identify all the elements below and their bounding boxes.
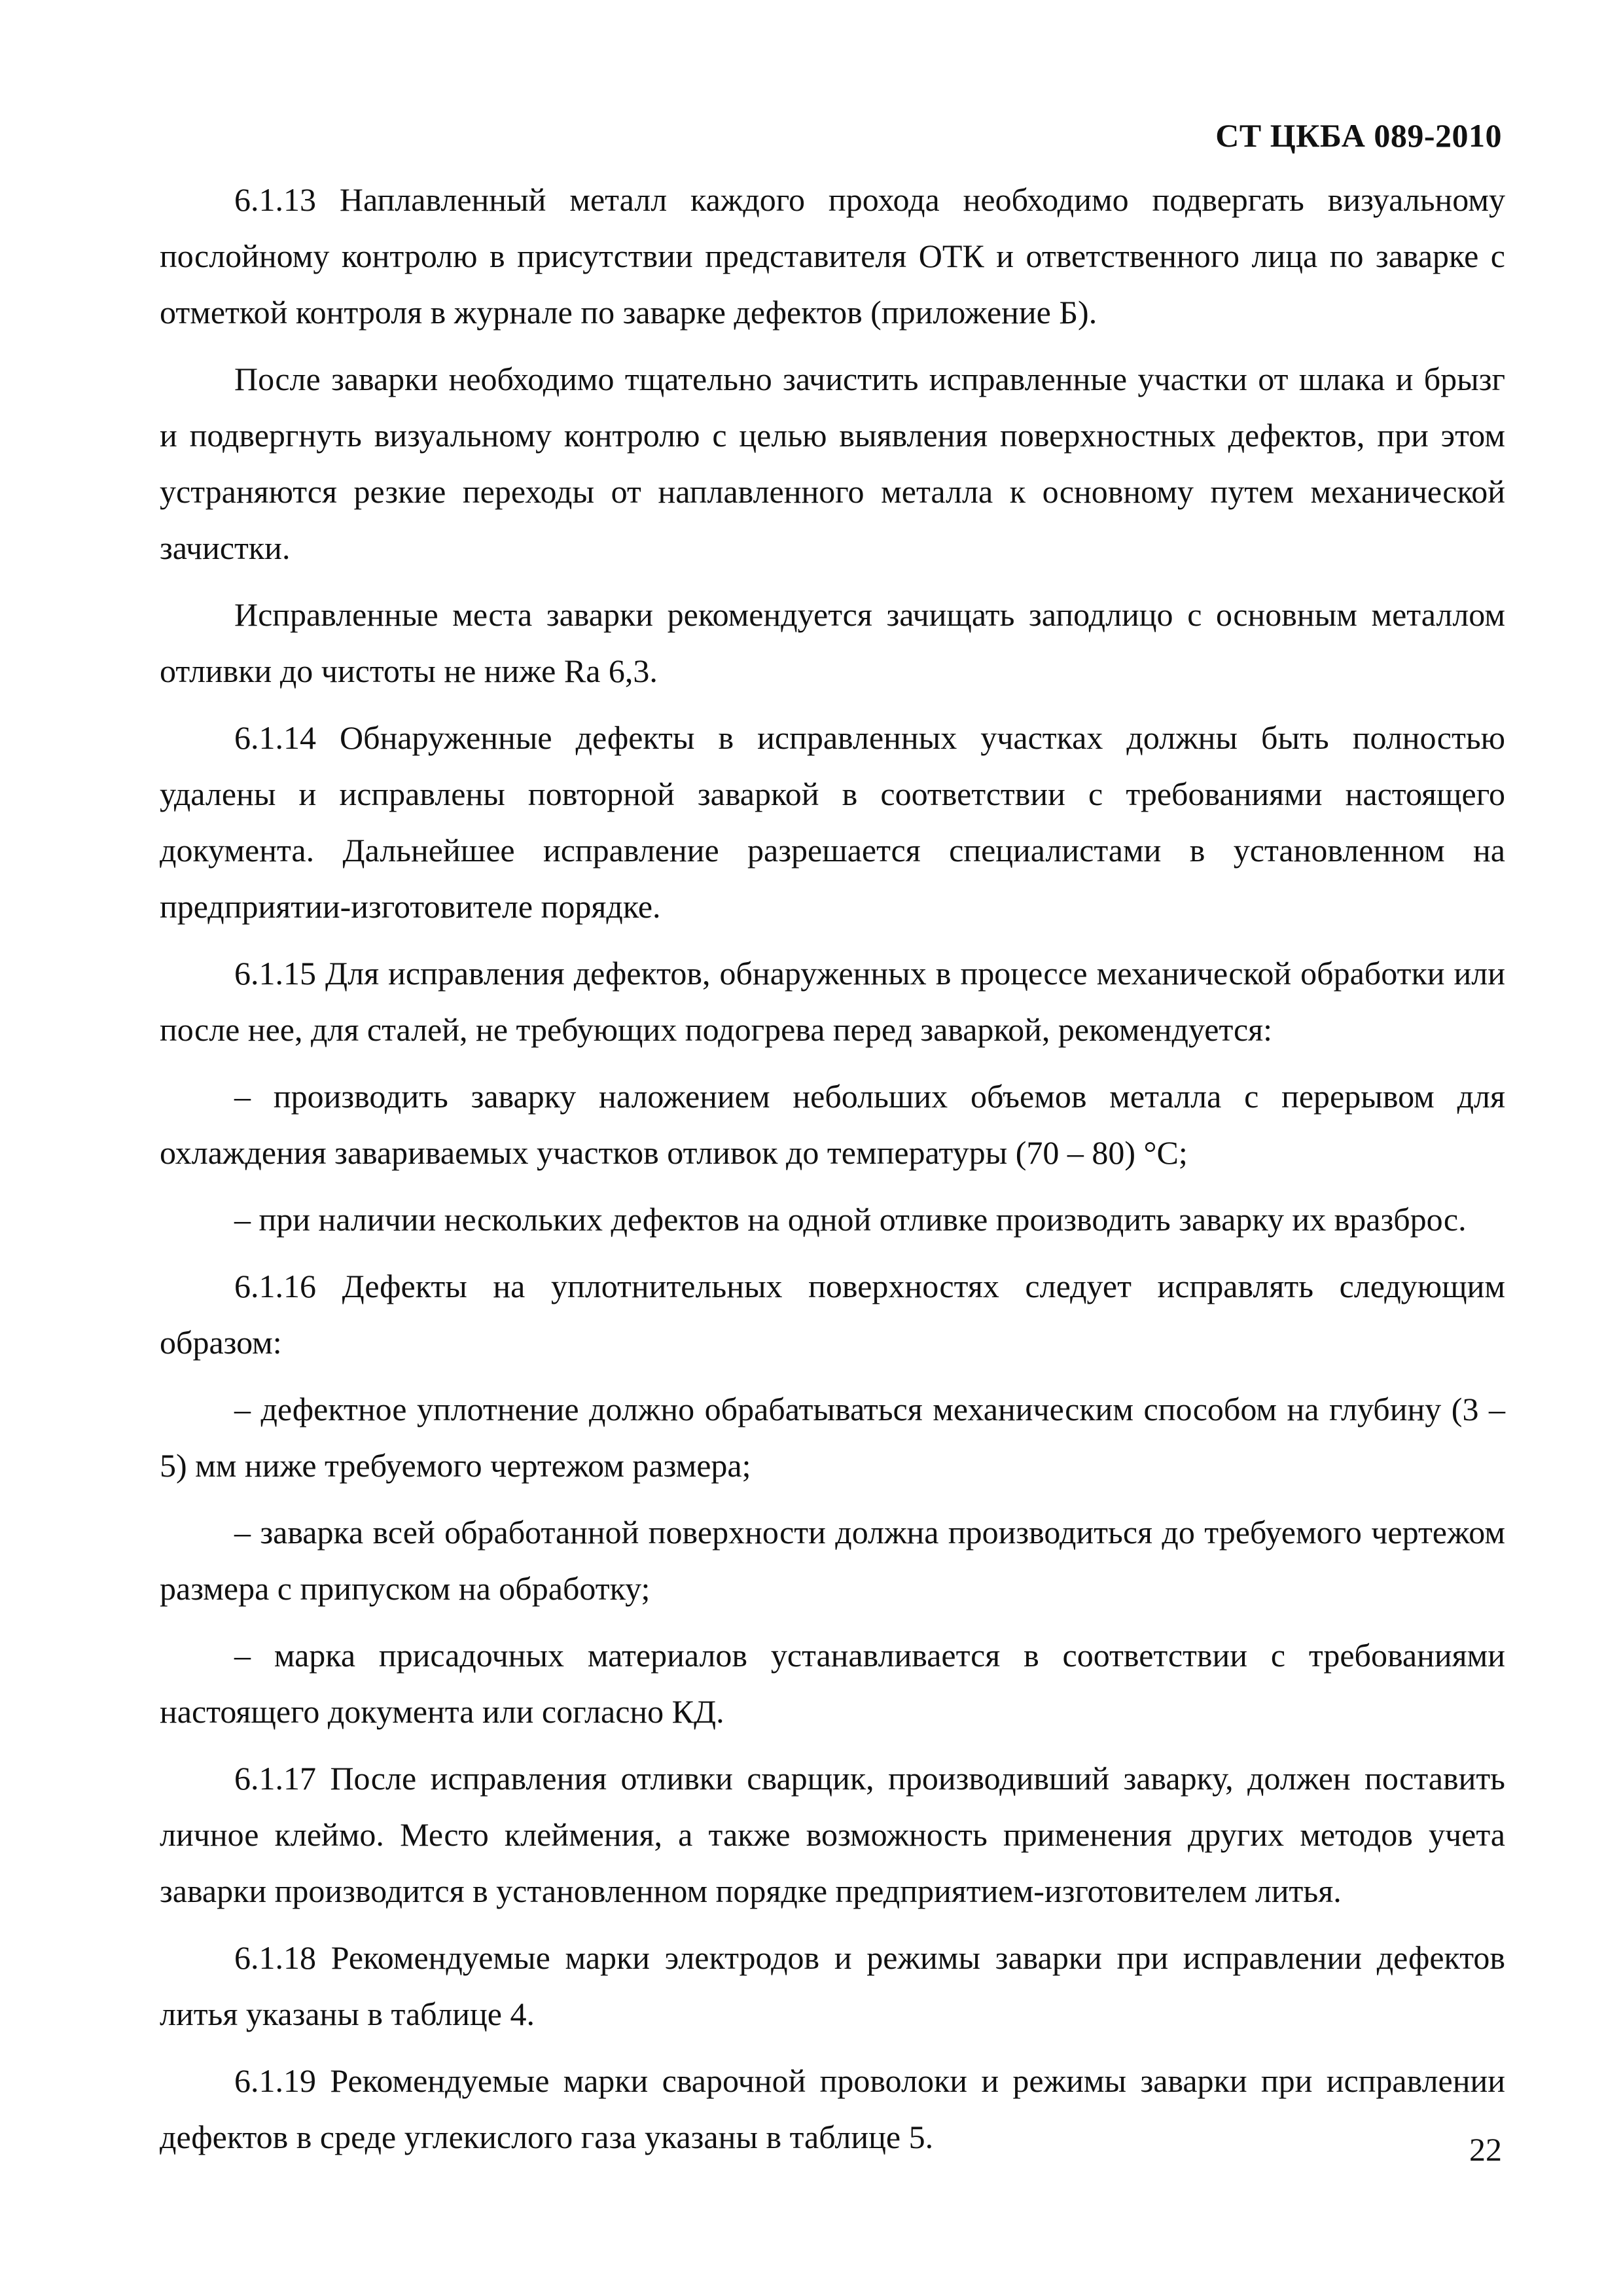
page-number: 22 [1469, 2131, 1502, 2168]
paragraph-6-1-18: 6.1.18 Рекомендуемые марки электродов и режимы заварки при исправлении дефектов литья указаны в таблице 4. [160, 1939, 1505, 2032]
paragraph-surface-finish: Исправленные места заварки рекомендуется зачищать заподлицо с основным металлом отливки до чистоты не ниже Ra 6,3. [160, 596, 1505, 689]
document-body [160, 171, 1505, 2176]
list-item-welding-allowance: – заварка всей обработанной поверхности должна производиться до требуемого чертежом размера с припуском на обработку; [160, 1514, 1505, 1607]
list-item-machining-depth: – дефектное уплотнение должно обрабатываться механическим способом на глубину (3 – 5) мм ниже требуемого чертежом размера; [160, 1391, 1505, 1484]
list-item-small-volumes: – производить заварку наложением небольших объемов металла с перерывом для охлаждения завариваемых участков отливок до температуры (70 – 80) °С; [160, 1078, 1505, 1171]
list-item-scattered-welding: – при наличии нескольких дефектов на одной отливке производить заварку их вразброс. [234, 1201, 1467, 1238]
paragraph-6-1-17: 6.1.17 После исправления отливки сварщик, производивший заварку, должен поставить личное клеймо. Место клеймения, а также возможность применения других методов учета заварки производится в установленном порядке предприятием-изготовителем литья. [160, 1760, 1505, 1909]
paragraph-6-1-19: 6.1.19 Рекомендуемые марки сварочной проволоки и режимы заварки при исправлении дефектов в среде углекислого газа указаны в таблице 5. [160, 2062, 1505, 2155]
list-item-filler-material: – марка присадочных материалов устанавливается в соответствии с требованиями настоящего документа или согласно КД. [160, 1637, 1505, 1730]
paragraph-6-1-15: 6.1.15 Для исправления дефектов, обнаруженных в процессе механической обработки или после нее, для сталей, не требующих подогрева перед заваркой, рекомендуется: [160, 955, 1505, 1048]
paragraph-6-1-16: 6.1.16 Дефекты на уплотнительных поверхностях следует исправлять следующим образом: [160, 1268, 1505, 1361]
paragraph-cleaning-after-welding: После заварки необходимо тщательно зачистить исправленные участки от шлака и брызг и подвергнуть визуальному контролю с целью выявления поверхностных дефектов, при этом устраняются резкие переходы от наплавленного металла к основному путем механической зачистки. [160, 361, 1505, 566]
paragraph-6-1-14: 6.1.14 Обнаруженные дефекты в исправленных участках должны быть полностью удалены и исправлены повторной заваркой в соответствии с требованиями настоящего документа. Дальнейшее исправление разрешается специалистами в установленном на предприятии-изготовителе порядке. [160, 719, 1505, 925]
document-code: СТ ЦКБА 089-2010 [1215, 117, 1502, 154]
paragraph-6-1-13: 6.1.13 Наплавленный металл каждого прохода необходимо подвергать визуальному послойному контролю в присутствии представителя ОТК и ответственного лица по заварке с отметкой контроля в журнале по заварке дефектов (приложение Б). [160, 181, 1505, 331]
